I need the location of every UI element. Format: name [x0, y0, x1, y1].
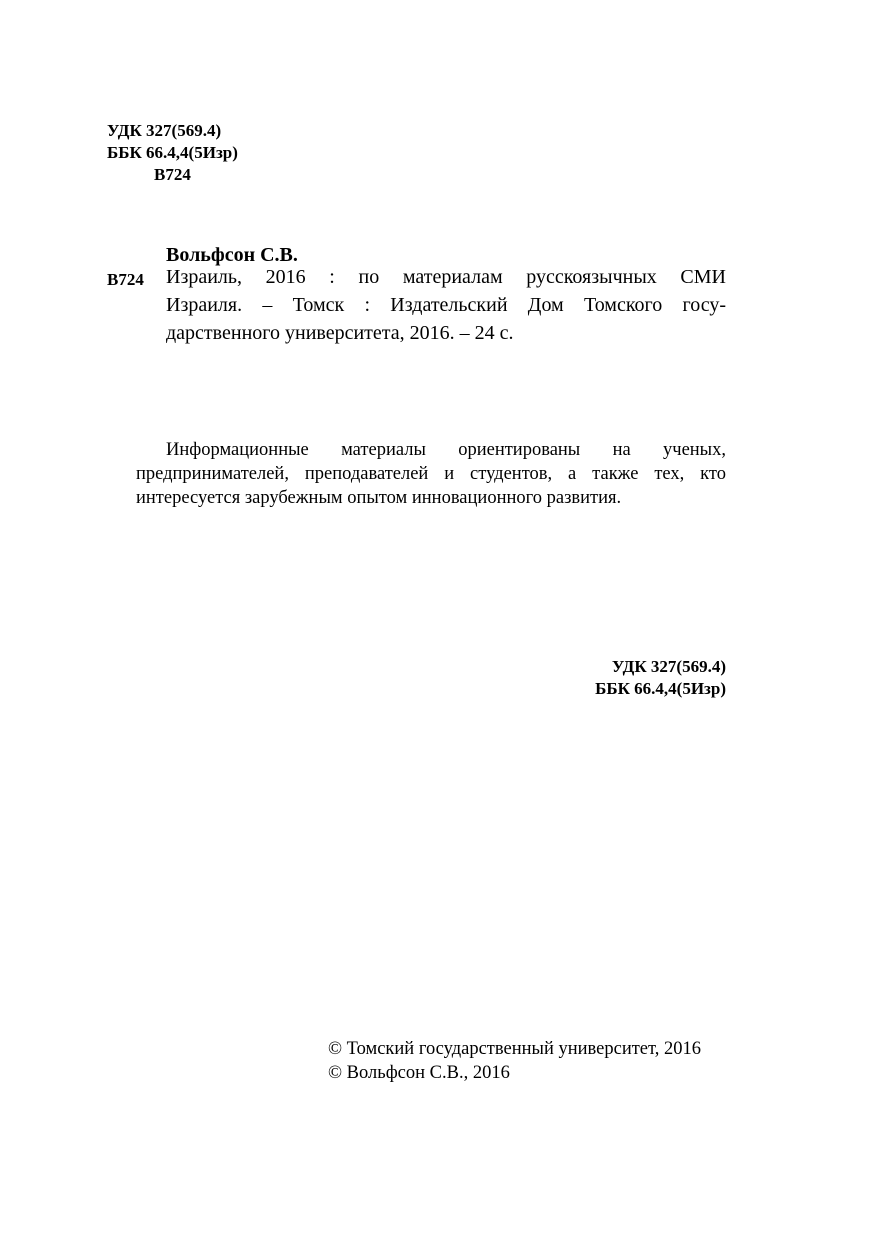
bbk-code: ББК 66.4,4(5Изр): [107, 143, 238, 162]
udk-code: УДК 327(569.4): [107, 121, 222, 140]
annotation-line: интересуется зарубежным опытом инновационного развития.: [136, 488, 622, 508]
annotation-line: предпринимателей, преподавателей и студентов, а также тех, кто: [136, 464, 726, 484]
bibliography-author-mark: В724: [107, 270, 144, 289]
classification-block-bottom: [500, 656, 726, 700]
udk-code: УДК 327(569.4): [611, 657, 726, 676]
bibliography-entry: [166, 263, 726, 347]
copyright-author: © Вольфсон С.В., 2016: [328, 1063, 510, 1083]
annotation: [136, 438, 726, 510]
bibliography-author: Вольфсон С.В.: [166, 244, 298, 266]
author-mark: В724: [154, 165, 191, 184]
copyright-block: [328, 1037, 701, 1085]
copyright-university: © Томский государственный университет, 2016: [328, 1039, 701, 1059]
classification-block-top: [107, 120, 238, 186]
bibliography-line: Израиль, 2016 : по материалам русскоязычных СМИ: [166, 266, 726, 288]
annotation-line: Информационные материалы ориентированы на ученых,: [166, 440, 726, 460]
bbk-code: ББК 66.4,4(5Изр): [595, 679, 726, 698]
bibliography-line: Израиля. – Томск : Издательский Дом Томского госу-: [166, 294, 726, 316]
bibliography-line: дарственного университета, 2016. – 24 с.: [166, 322, 514, 344]
